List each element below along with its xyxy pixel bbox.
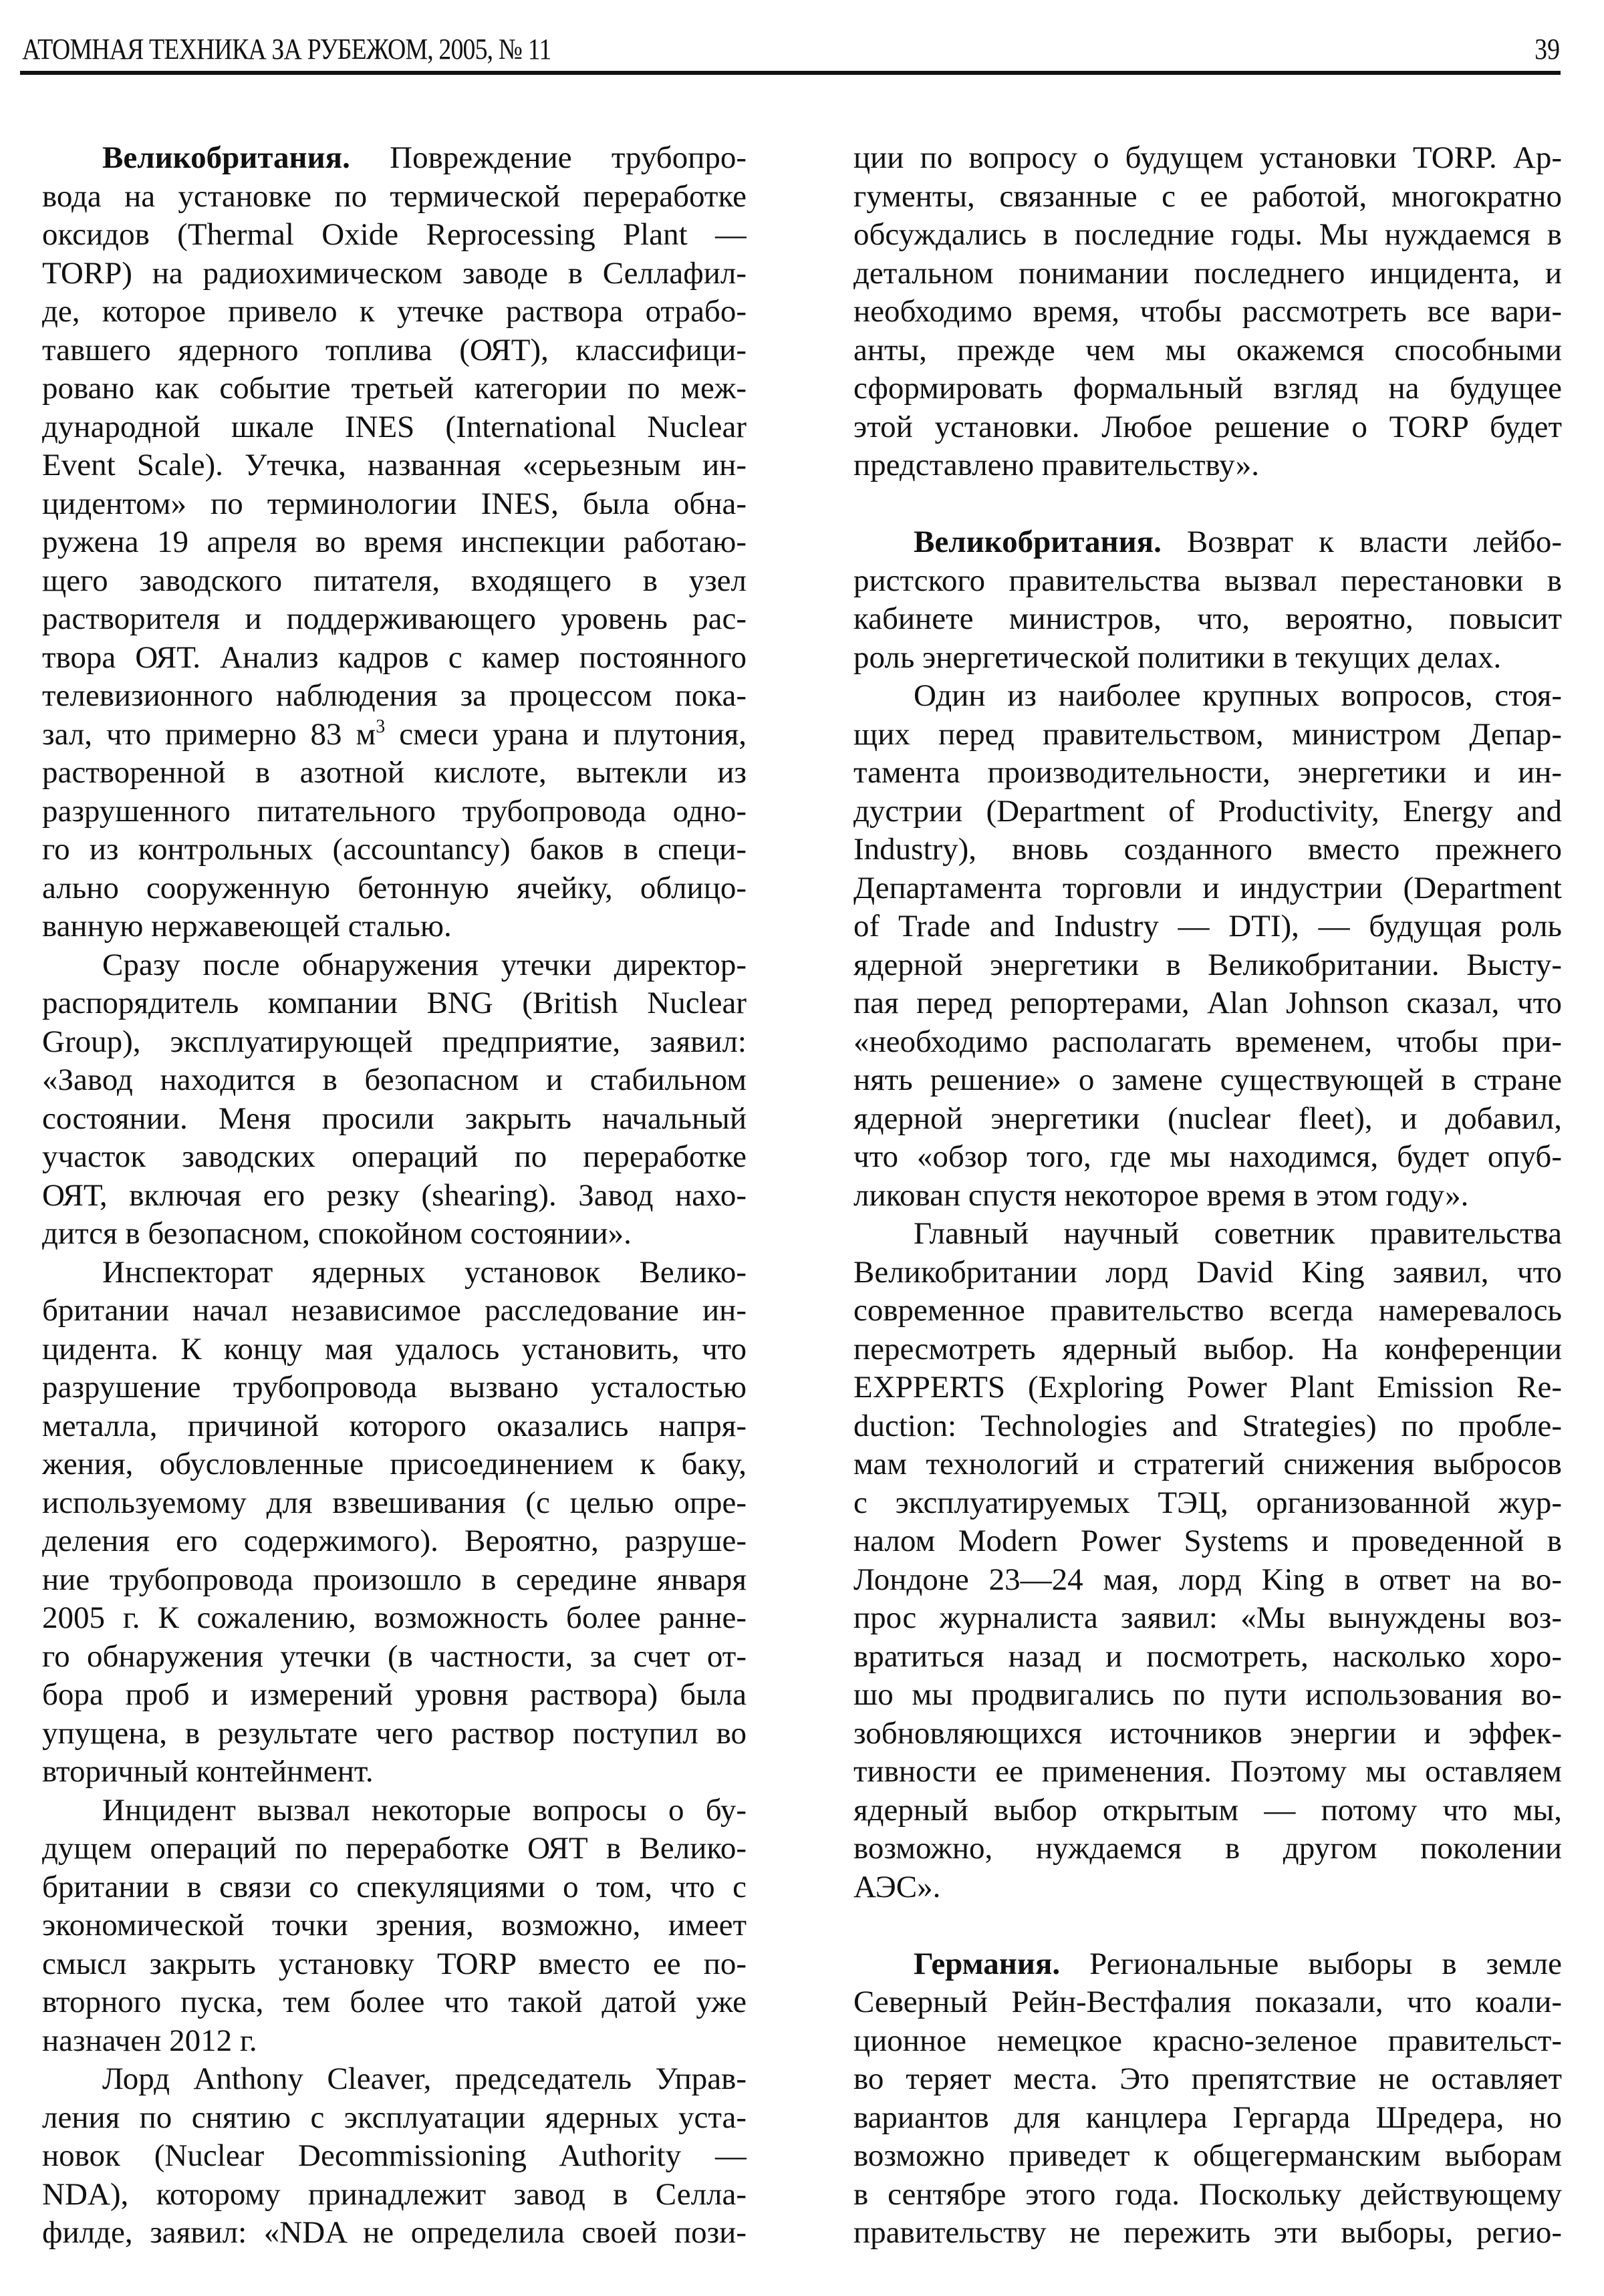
text-line	[853, 2099, 1562, 2138]
line-text: необходимо время, чтобы рассмотреть все вари-	[853, 294, 1562, 329]
section-gap	[853, 1906, 1562, 1945]
line-text: го обнаружения утечки (в частности, за счет от-	[42, 1638, 747, 1674]
line-text: щих перед правительством, министром Депар-	[853, 716, 1562, 752]
line-text: оксидов (Thermal Oxide Reprocessing Plant —	[42, 217, 747, 252]
text-line	[42, 1983, 747, 2022]
line-text: шо мы продвигались по пути использования во-	[853, 1677, 1562, 1712]
line-text: щего заводского питателя, входящего в узел	[42, 563, 747, 598]
line-text: возможно приведет к общегерманским выборам	[853, 2138, 1562, 2173]
text-line	[853, 946, 1562, 985]
text-line	[42, 869, 747, 908]
line-text: Event Scale). Утечка, названная «серьезным ин-	[42, 448, 747, 482]
line-text: Возврат к власти лейбо-	[1161, 525, 1562, 559]
left-column	[42, 139, 747, 2253]
line-text: ружена 19 апреля во время инспекции работаю-	[42, 525, 747, 559]
line-text: что «обзор того, где мы находимся, будет опуб-	[853, 1139, 1562, 1174]
line-text: вода на установке по термической переработке	[42, 178, 747, 214]
text-line	[853, 1254, 1562, 1292]
line-text: смысл закрыть установку TORP вместо ее по-	[42, 1946, 747, 1981]
text-line	[853, 446, 1562, 485]
line-text: растворителя и поддерживающего уровень рас-	[42, 601, 747, 636]
text-line	[853, 907, 1562, 946]
line-text: с эксплуатируемых ТЭЦ, организованной жур-	[853, 1485, 1562, 1520]
line-text: гументы, связанные с ее работой, многократно	[853, 178, 1562, 214]
text-line	[42, 1791, 747, 1830]
line-text: пая перед репортерами, Alan Johnson сказал, что	[853, 986, 1562, 1020]
line-text: обсуждались в последние годы. Мы нуждаемся в	[853, 217, 1562, 252]
text-line	[42, 1292, 747, 1330]
line-text: тивности ее применения. Поэтому мы оставляем	[853, 1754, 1562, 1789]
line-text: ления по снятию с эксплуатации ядерных уста-	[42, 2100, 747, 2135]
line-text: тамента производительности, энергетики и ин-	[853, 755, 1562, 790]
text-line	[853, 2176, 1562, 2214]
line-text: дится в безопасном, спокойном состоянии».	[42, 1216, 632, 1251]
text-line	[42, 1484, 747, 1523]
text-line	[853, 1023, 1562, 1062]
text-line	[853, 1522, 1562, 1561]
line-text: Инспекторат ядерных установок Велико-	[102, 1254, 747, 1290]
text-line	[853, 639, 1562, 678]
text-line	[853, 562, 1562, 601]
text-line	[853, 255, 1562, 293]
text-line	[853, 2137, 1562, 2176]
line-text: Group), эксплуатирующей предприятие, заявил:	[42, 1024, 747, 1059]
text-line	[853, 139, 1562, 178]
text-line	[42, 178, 747, 217]
text-line	[42, 293, 747, 331]
text-line	[42, 1061, 747, 1100]
line-text: ядерной энергетики (nuclear fleet), и добавил,	[853, 1101, 1562, 1136]
header-rule	[20, 71, 1561, 75]
text-line	[853, 677, 1562, 716]
line-text: во теряет места. Это препятствие не оставляет	[853, 2061, 1562, 2096]
text-line	[853, 2060, 1562, 2099]
line-text: анты, прежде чем мы окажемся способными	[853, 332, 1562, 368]
text-line	[42, 1906, 747, 1945]
line-text: duction: Technologies and Strategies) по пробле-	[853, 1408, 1562, 1443]
text-line	[853, 408, 1562, 447]
text-line	[853, 1215, 1562, 1254]
text-line	[42, 255, 747, 293]
line-text: ристского правительства вызвал перестановки в	[853, 563, 1562, 598]
text-line	[42, 639, 747, 678]
text-line	[42, 2060, 747, 2099]
line-text: цидента. К концу мая удалось установить, что	[42, 1331, 747, 1367]
text-line	[42, 523, 747, 562]
text-line	[42, 1023, 747, 1062]
line-text: разрушение трубопровода вызвано усталостью	[42, 1370, 747, 1405]
text-line	[853, 178, 1562, 217]
line-text: нять решение» о замене существующей в стране	[853, 1062, 1562, 1097]
line-text: EXPPERTS (Exploring Power Plant Emission Re-	[853, 1370, 1562, 1405]
line-text: вратиться назад и посмотреть, насколько хоро-	[853, 1638, 1562, 1674]
text-line	[42, 485, 747, 524]
text-line	[42, 1522, 747, 1561]
line-text: АЭС».	[853, 1869, 941, 1904]
line-text: Инцидент вызвал некоторые вопросы о бу-	[102, 1792, 747, 1828]
text-line	[42, 1599, 747, 1638]
line-text: «необходимо располагать временем, чтобы при-	[853, 1024, 1562, 1059]
text-line	[42, 139, 747, 178]
line-text: детальном понимании последнего инцидента, и	[853, 255, 1562, 291]
line-text: вторичный контейнмент.	[42, 1754, 374, 1789]
line-text: зобновляющихся источников энергии и эффек-	[853, 1715, 1562, 1751]
line-text: of Trade and Industry — DTI), — будущая роль	[853, 909, 1562, 944]
text-line	[853, 1369, 1562, 1407]
text-line	[42, 331, 747, 370]
text-line	[853, 1638, 1562, 1677]
text-line	[42, 446, 747, 485]
line-text: ОЯТ, включая его резку (shearing). Завод нахо-	[42, 1177, 747, 1213]
text-line	[42, 946, 747, 985]
text-line	[42, 1868, 747, 1907]
text-line	[42, 1715, 747, 1753]
text-line	[853, 1330, 1562, 1369]
line-text: вторного пуска, тем более что такой датой уже	[42, 1985, 747, 2019]
line-text: дународной шкале INES (International Nuclear	[42, 409, 747, 444]
text-line	[853, 1561, 1562, 1600]
text-line	[42, 1676, 747, 1715]
line-text: NDA), которому принадлежит завод в Селла-	[42, 2176, 747, 2212]
text-line	[42, 907, 747, 946]
line-text: в сентябре этого года. Поскольку действующему	[853, 2176, 1562, 2212]
line-text: Industry), вновь созданного вместо прежнего	[853, 832, 1562, 867]
text-line	[853, 869, 1562, 908]
text-line	[42, 1138, 747, 1177]
page-number: 39	[1534, 33, 1560, 65]
line-text: ровано как событие третьей категории по меж-	[42, 371, 747, 406]
text-line	[42, 2022, 747, 2061]
line-text: Один из наиболее крупных вопросов, стоя-	[914, 678, 1562, 713]
line-text: налом Modern Power Systems и проведенной в	[853, 1524, 1562, 1558]
text-line	[853, 331, 1562, 370]
text-line	[853, 2214, 1562, 2253]
text-line	[42, 1753, 747, 1791]
line-text: разрушенного питательного трубопровода одно-	[42, 793, 747, 829]
text-line	[853, 1945, 1562, 1984]
journal-title: АТОМНАЯ ТЕХНИКА ЗА РУБЕЖОМ, 2005, № 11	[22, 33, 551, 65]
text-line	[42, 1100, 747, 1139]
line-text: Повреждение трубопро-	[350, 140, 747, 175]
text-line	[42, 600, 747, 639]
line-text: TORP) на радиохимическом заводе в Селлафил-	[42, 255, 747, 291]
text-line	[853, 984, 1562, 1023]
text-line	[42, 754, 747, 793]
text-line	[42, 1561, 747, 1600]
text-line	[853, 216, 1562, 255]
line-text: распорядитель компании BNG (British Nuclear	[42, 986, 747, 1020]
text-line	[42, 1369, 747, 1407]
text-line	[42, 2214, 747, 2253]
section-heading: Германия.	[914, 1946, 1061, 1981]
text-line	[853, 1715, 1562, 1753]
line-text: Лондоне 23—24 мая, лорд King в ответ на во-	[853, 1562, 1562, 1597]
line-text: Великобритании лорд David King заявил, что	[853, 1254, 1562, 1290]
text-line	[42, 1330, 747, 1369]
line-text: Главный научный советник правительства	[914, 1216, 1562, 1251]
text-line	[853, 1791, 1562, 1830]
line-text: этой установки. Любое решение о TORP будет	[853, 409, 1562, 444]
text-line	[42, 716, 747, 754]
line-text: ние трубопровода произошло в середине января	[42, 1562, 747, 1597]
section-heading: Великобритания.	[102, 140, 350, 175]
text-line	[42, 2176, 747, 2214]
line-text: деления его содержимого). Вероятно, разруше-	[42, 1524, 747, 1558]
line-text: дустрии (Department of Productivity, Energy and	[853, 793, 1562, 829]
line-text: мам технологий и стратегий снижения выбросов	[853, 1447, 1562, 1481]
text-line	[853, 754, 1562, 793]
text-line	[853, 831, 1562, 869]
line-text: упущена, в результате чего раствор поступил во	[42, 1715, 747, 1751]
line-text: состоянии. Меня просили закрыть начальный	[42, 1101, 747, 1136]
text-line	[853, 793, 1562, 831]
line-text: де, которое привело к утечке раствора отрабо-	[42, 294, 747, 329]
text-line	[42, 831, 747, 869]
line-text: используемому для взвешивания (с целью опре-	[42, 1485, 747, 1520]
line-text: филде, заявил: «NDA не определила своей пози-	[42, 2215, 747, 2250]
line-text: растворенной в азотной кислоте, вытекли из	[42, 755, 747, 790]
line-text: дущем операций по переработке ОЯТ в Велико-	[42, 1831, 747, 1866]
line-text: металла, причиной которого оказались напря-	[42, 1408, 747, 1443]
section-heading: Великобритания.	[914, 525, 1162, 559]
text-line	[853, 600, 1562, 639]
text-line	[853, 1676, 1562, 1715]
line-text: новок (Nuclear Decommissioning Authority —	[42, 2138, 747, 2173]
text-line	[42, 1945, 747, 1984]
line-text: пересмотреть ядерный выбор. На конференции	[853, 1331, 1562, 1367]
text-line	[853, 1868, 1562, 1907]
text-line	[42, 1215, 747, 1254]
right-column	[853, 139, 1562, 2253]
line-text: Лорд Anthony Cleaver, председатель Управ-	[102, 2061, 747, 2096]
text-line	[42, 793, 747, 831]
line-text: ально сооруженную бетонную ячейку, облицо-	[42, 870, 747, 905]
line-text: прос журналиста заявил: «Мы вынуждены воз-	[853, 1600, 1562, 1635]
text-line	[853, 1484, 1562, 1523]
text-line	[42, 1638, 747, 1677]
text-line	[853, 523, 1562, 562]
line-text: Сразу после обнаружения утечки директор-	[102, 947, 747, 982]
text-line	[853, 1445, 1562, 1484]
line-text: участок заводских операций по переработке	[42, 1139, 747, 1174]
text-line	[853, 1753, 1562, 1791]
text-line	[853, 1100, 1562, 1139]
line-text: представлено правительству».	[853, 448, 1259, 482]
text-line	[42, 1407, 747, 1446]
line-text: современное правительство всегда намеревалось	[853, 1293, 1562, 1328]
line-text: Северный Рейн-Вестфалия показали, что коали-	[853, 1985, 1562, 2019]
line-text: «Завод находится в безопасном и стабильном	[42, 1062, 747, 1097]
line-text: ликован спустя некоторое время в этом году».	[853, 1177, 1469, 1213]
text-line	[42, 1445, 747, 1484]
text-line	[42, 1254, 747, 1292]
text-line	[42, 1177, 747, 1215]
line-text: кабинете министров, что, вероятно, повысит	[853, 601, 1562, 636]
text-line	[42, 216, 747, 255]
line-text: сформировать формальный взгляд на будущее	[853, 371, 1562, 406]
line-text: правительству не пережить эти выборы, регио-	[853, 2215, 1562, 2250]
text-line	[42, 677, 747, 716]
text-line	[853, 1061, 1562, 1100]
line-text: зал, что примерно 83 м	[42, 716, 376, 752]
line-text: британии в связи со спекуляциями о том, что с	[42, 1869, 747, 1904]
text-line	[42, 370, 747, 408]
text-line	[42, 2137, 747, 2176]
text-line	[42, 408, 747, 447]
line-text: роль энергетической политики в текущих делах.	[853, 639, 1502, 675]
text-line	[42, 1830, 747, 1868]
line-text: Региональные выборы в земле	[1060, 1946, 1562, 1981]
line-text: телевизионного наблюдения за процессом пока-	[42, 678, 747, 713]
line-text: цидентом» по терминологии INES, была обна-	[42, 486, 747, 521]
line-text: вариантов для канцлера Гергарда Шредера, но	[853, 2100, 1562, 2135]
text-line	[853, 1138, 1562, 1177]
line-text: возможно, нуждаемся в другом поколении	[853, 1831, 1562, 1866]
line-text: жения, обусловленные присоединением к баку,	[42, 1447, 747, 1481]
line-text: экономической точки зрения, возможно, имеет	[42, 1908, 747, 1943]
line-text: тавшего ядерного топлива (ОЯТ), классифици-	[42, 332, 747, 368]
line-text: назначен 2012 г.	[42, 2023, 257, 2058]
text-line	[42, 984, 747, 1023]
line-text: ции по вопросу о будущем установки TORP. Ар-	[853, 140, 1562, 175]
line-text: ционное немецкое красно-зеленое правительст-	[853, 2023, 1562, 2058]
text-line	[853, 1292, 1562, 1330]
line-text: британии начал независимое расследование ин-	[42, 1293, 747, 1328]
line-text: 2005 г. К сожалению, возможность более ранне-	[42, 1600, 747, 1635]
section-gap	[853, 485, 1562, 524]
text-line	[42, 2099, 747, 2138]
text-line	[853, 1177, 1562, 1215]
text-line	[853, 1830, 1562, 1868]
line-text: ядерный выбор открытым — потому что мы,	[853, 1792, 1562, 1828]
text-line	[42, 562, 747, 601]
text-line	[853, 2022, 1562, 2061]
text-line	[853, 716, 1562, 754]
line-text: ядерной энергетики в Великобритании. Высту-	[853, 947, 1562, 982]
line-text: го из контрольных (accountancy) баков в специ-	[42, 832, 747, 867]
text-line	[853, 1983, 1562, 2022]
superscript: 3	[376, 716, 386, 737]
text-line	[853, 293, 1562, 331]
line-text: бора проб и измерений уровня раствора) была	[42, 1677, 747, 1712]
line-text: ванную нержавеющей сталью.	[42, 909, 452, 944]
text-line	[853, 1599, 1562, 1638]
line-text: Департамента торговли и индустрии (Department	[853, 870, 1562, 905]
line-text: твора ОЯТ. Анализ кадров с камер постоянного	[42, 639, 747, 675]
line-text: смеси урана и плутония,	[385, 716, 747, 752]
text-line	[853, 370, 1562, 408]
text-line	[853, 1407, 1562, 1446]
